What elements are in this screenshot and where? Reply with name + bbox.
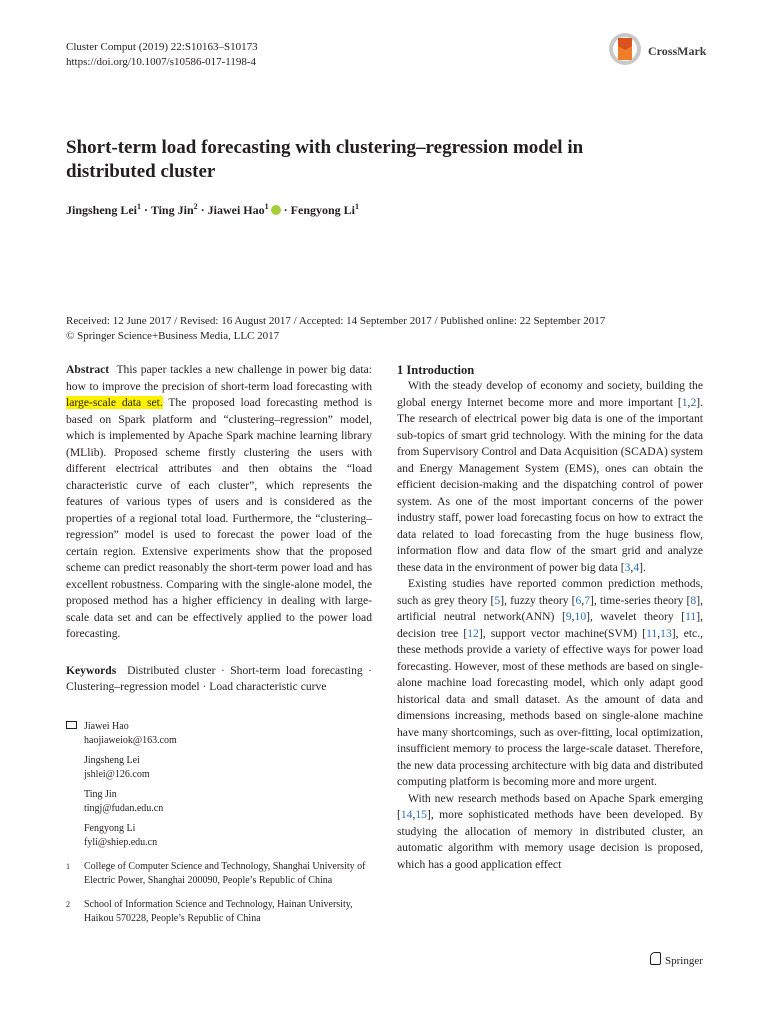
affiliation — [66, 898, 372, 926]
affiliation-number: 2 — [66, 900, 70, 909]
keywords-text: Distributed cluster · Short-term load forecasting · Clustering–regression model · Load characteristic curve — [66, 663, 372, 693]
citation-link[interactable]: 6 — [575, 593, 582, 607]
envelope-icon — [66, 721, 77, 729]
citation-link[interactable]: 8 — [690, 593, 697, 607]
author-list — [66, 202, 359, 218]
author-affil-ref: 1 — [137, 202, 142, 211]
citation-link[interactable]: 4 — [633, 560, 640, 574]
abstract-label: Abstract — [66, 363, 110, 376]
contact-name: Ting Jin — [84, 789, 117, 800]
crossmark-icon — [608, 32, 642, 66]
affiliation-text: College of Computer Science and Technology, Shanghai University of Electric Power, Shanghai 200090, People’s Republic of China — [84, 861, 366, 886]
publication-dates — [66, 314, 605, 344]
citation-link[interactable]: 2 — [690, 395, 697, 409]
doi-link[interactable]: https://doi.org/10.1007/s10586-017-1198-4 — [66, 56, 257, 68]
paper-title: Short-term load forecasting with clustering–regression model in distributed cluster — [66, 137, 584, 182]
affiliation-text: School of Information Science and Technology, Hainan University, Haikou 570228, People’s Republic of China — [84, 899, 353, 924]
paragraph-text: ], wavelet theory [ — [586, 610, 686, 623]
author-separator: · — [141, 203, 151, 217]
abstract-text-rest: The proposed load forecasting method is based on Spark platform and “clustering–regression” model, which is implemented by Apache Spark machine learning library (MLlib). Proposed scheme firstly clustering the users with different electrical attributes and then obtains the “load characteristic curve of each cluster”, which represents the features of various types of users and is considered as the properties of a regional total load. Furthermore, the “clustering–regression” model is used to forecast the power load of the certain region. Extensive experiments show that the proposed scheme can predict reasonably the short-term power load and has excellent robustness. Comparing with the single-alone model, the proposed method has a higher efficiency in dealing with large-scale data set and can be effectively applied to the power load forecasting. — [66, 396, 372, 640]
paragraph-text: ], time-series theory [ — [590, 593, 691, 607]
citation-link[interactable]: 10 — [574, 610, 587, 623]
contact-entry — [84, 754, 372, 782]
paragraph-text: , — [630, 560, 634, 574]
paragraph-text: ]. — [639, 560, 646, 574]
paragraph-text: ], fuzzy theory [ — [500, 593, 576, 607]
citation-link[interactable]: 1 — [681, 395, 688, 409]
copyright: © Springer Science+Business Media, LLC 2017 — [66, 330, 280, 342]
paragraph-text: Existing studies have reported common prediction methods, such as grey theory [ — [397, 577, 703, 607]
abstract — [66, 362, 372, 643]
contact-name: Fengyong Li — [84, 823, 136, 834]
crossmark-label: CrossMark — [648, 44, 707, 58]
paragraph-text: , — [412, 808, 416, 821]
intro-paragraph-3 — [397, 791, 703, 874]
citation-link[interactable]: 3 — [624, 560, 631, 574]
intro-paragraph-2 — [397, 576, 703, 791]
right-column — [397, 362, 703, 873]
author-separator: · — [280, 203, 291, 217]
paragraph-text: With new research methods based on Apache Spark emerging [ — [397, 791, 703, 821]
correspondence — [66, 720, 372, 926]
affiliation — [66, 860, 372, 888]
contact-email[interactable]: haojiaweiok@163.com — [84, 735, 177, 746]
citation-link[interactable]: 14 — [400, 808, 413, 821]
contact-email[interactable]: jshlei@126.com — [84, 769, 150, 780]
citation-link[interactable]: 5 — [494, 593, 501, 607]
contact-email[interactable]: tingj@fudan.edu.cn — [84, 803, 164, 814]
paragraph-text: With the steady develop of economy and society, building the global energy Internet become more and more important [ — [397, 379, 703, 409]
paragraph-text: , — [687, 395, 691, 409]
contact-name: Jingsheng Lei — [84, 755, 140, 766]
paragraph-text: , — [571, 610, 575, 623]
contact-entry — [84, 720, 372, 748]
publisher-footer — [650, 952, 703, 967]
history-dates: Received: 12 June 2017 / Revised: 16 August 2017 / Accepted: 14 September 2017 / Published online: 22 September 2017 — [66, 315, 606, 327]
paragraph-text: ], etc., these methods provide a variety of effective ways for power load forecasting. However, most of these methods are based on single-alone machine load forecasting model, which only adapt good historical data and small dataset. As the amount of data and dimensions increasing, methods based on single-alone machine have many shortcomings, such as over-fitting, local optimization, insufficient memory to process the large-scale dataset. Therefore, the new data processing architecture with big data and distributed computing platform is becoming more and more urgent. — [397, 626, 704, 788]
citation-link[interactable]: 15 — [415, 808, 427, 821]
paragraph-text: ], support vector machine(SVM) [ — [478, 626, 647, 640]
paragraph-text: ], more sophisticated methods have been developed. By studying the allocation of memory in distributed cluster, an automatic algorithm with memory usage decision is proposed, which has a good application effect — [397, 808, 703, 871]
keywords — [66, 663, 372, 696]
author-affil-ref: 1 — [264, 202, 269, 211]
abstract-text-start: This paper tackles a new challenge in power big data: how to improve the precision of short-term load forecasting with — [66, 363, 372, 393]
citation-link[interactable]: 11 — [685, 610, 697, 623]
contact-entry — [84, 822, 372, 850]
citation-link[interactable]: 12 — [467, 626, 479, 640]
crossmark-badge[interactable] — [608, 32, 708, 66]
author-name: Jingsheng Lei — [66, 203, 138, 217]
intro-paragraph-1 — [397, 378, 703, 576]
paragraph-text: ], artificial neutral network(ANN) [ — [397, 593, 703, 623]
citation-link[interactable]: 13 — [660, 626, 672, 640]
publisher-name: Springer — [665, 955, 703, 967]
citation-link[interactable]: 7 — [584, 593, 590, 607]
paragraph-text: , — [657, 626, 661, 640]
author-name: Fengyong Li — [290, 203, 355, 217]
author-separator: · — [197, 203, 208, 217]
springer-logo-icon — [650, 952, 661, 965]
affiliation-number: 1 — [66, 862, 70, 871]
journal-reference: Cluster Comput (2019) 22:S10163–S10173 — [66, 41, 258, 53]
author-affil-ref: 2 — [193, 202, 198, 211]
paragraph-text: , — [581, 593, 585, 607]
contact-entry — [84, 788, 372, 816]
orcid-icon[interactable] — [271, 205, 281, 215]
highlighted-text[interactable]: large-scale data set. — [66, 396, 163, 409]
author-name: Jiawei Hao — [207, 203, 265, 217]
contact-email[interactable]: fyli@shiep.edu.cn — [84, 837, 158, 848]
section-heading: 1 Introduction — [397, 363, 475, 377]
left-column — [66, 362, 372, 696]
paragraph-text: ], decision tree [ — [397, 610, 703, 640]
author-affil-ref: 1 — [355, 202, 359, 211]
citation-link[interactable]: 9 — [565, 610, 572, 623]
author-name: Ting Jin — [150, 203, 194, 217]
contact-name: Jiawei Hao — [84, 721, 129, 732]
citation-link[interactable]: 11 — [646, 626, 658, 640]
keywords-label: Keywords — [66, 663, 117, 677]
paragraph-text: ]. The research of electrical power big data is one of the important sub-topics of smart grid technology. With the mining for the data from Supervisory Control and Data Acquisition (SCADA) system and Energy Management System (EMS), ones can obtain the efficient decision-making and the dispatching control of power system. As one of the most important concerns of the power industry staff, power load forecasting focus on how to extract the data related to load forecasting from the huge business flow, information flow and data flow of the smart grid and analyze these data in the environment of power big data [ — [397, 395, 703, 574]
journal-header — [66, 40, 258, 70]
